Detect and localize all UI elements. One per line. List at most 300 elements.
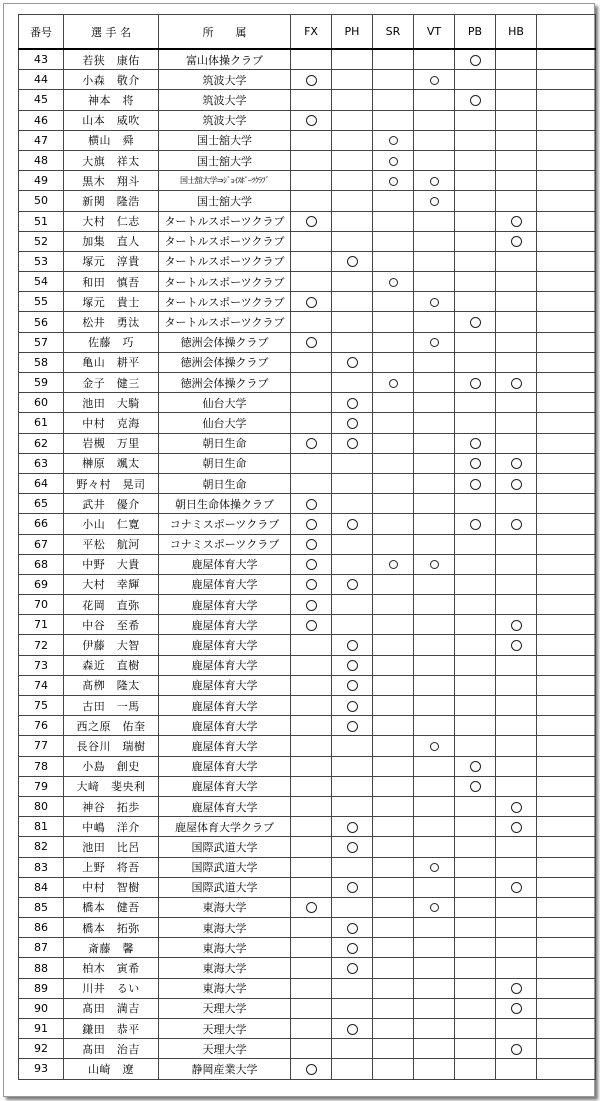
event-cell-fx xyxy=(291,635,332,655)
affiliation: 鹿屋体育大学 xyxy=(159,675,291,695)
extra-cell xyxy=(537,958,596,978)
extra-cell xyxy=(537,49,596,70)
event-cell-fx xyxy=(291,110,332,130)
extra-cell xyxy=(537,251,596,271)
event-cell-vt xyxy=(414,171,455,191)
event-cell-ph xyxy=(332,393,373,413)
event-cell-vt xyxy=(414,373,455,393)
table-row xyxy=(19,191,596,211)
event-cell-fx xyxy=(291,1039,332,1059)
athlete-name: 神谷 拓歩 xyxy=(64,796,159,816)
event-cell-fx xyxy=(291,877,332,897)
affiliation: 朝日生命 xyxy=(159,453,291,473)
event-cell-vt xyxy=(414,615,455,635)
affiliation: 国士舘大学 xyxy=(159,150,291,170)
event-cell-sr xyxy=(373,171,414,191)
event-cell-hb xyxy=(496,514,537,534)
affiliation: 鹿屋体育大学 xyxy=(159,635,291,655)
entry-number: 87 xyxy=(19,938,64,958)
event-cell-fx xyxy=(291,130,332,150)
entry-mark-circle-icon xyxy=(347,418,358,429)
event-cell-vt xyxy=(414,413,455,433)
entry-mark-circle-icon xyxy=(511,1044,522,1055)
entry-number: 64 xyxy=(19,473,64,493)
event-cell-vt xyxy=(414,272,455,292)
athlete-name: 髙田 治吉 xyxy=(64,1039,159,1059)
table-row xyxy=(19,292,596,312)
event-cell-vt xyxy=(414,494,455,514)
event-cell-hb xyxy=(496,574,537,594)
extra-cell xyxy=(537,211,596,231)
extra-cell xyxy=(537,1019,596,1039)
event-cell-sr xyxy=(373,776,414,796)
event-cell-ph xyxy=(332,655,373,675)
event-cell-pb xyxy=(455,211,496,231)
entry-mark-circle-icon xyxy=(430,742,439,751)
entry-number: 74 xyxy=(19,675,64,695)
event-cell-pb xyxy=(455,171,496,191)
event-cell-hb xyxy=(496,776,537,796)
extra-cell xyxy=(537,90,596,110)
header-name: 選 手 名 xyxy=(64,15,159,50)
athlete-name: 山崎 遼 xyxy=(64,1059,159,1079)
event-cell-fx xyxy=(291,857,332,877)
event-cell-sr xyxy=(373,70,414,90)
event-cell-fx xyxy=(291,150,332,170)
entry-mark-circle-icon xyxy=(306,1064,317,1075)
event-cell-ph xyxy=(332,857,373,877)
event-cell-ph xyxy=(332,1019,373,1039)
event-cell-sr xyxy=(373,857,414,877)
header-extra xyxy=(537,15,596,50)
extra-cell xyxy=(537,413,596,433)
event-cell-fx xyxy=(291,514,332,534)
affiliation: 鹿屋体育大学 xyxy=(159,756,291,776)
event-cell-pb xyxy=(455,494,496,514)
entry-mark-circle-icon xyxy=(347,256,358,267)
event-cell-hb xyxy=(496,675,537,695)
table-row xyxy=(19,857,596,877)
event-cell-hb xyxy=(496,1039,537,1059)
event-cell-pb xyxy=(455,473,496,493)
event-cell-pb xyxy=(455,413,496,433)
athlete-name: 野々村 晃司 xyxy=(64,473,159,493)
event-cell-vt xyxy=(414,978,455,998)
table-row xyxy=(19,696,596,716)
event-cell-fx xyxy=(291,352,332,372)
athlete-name: 大﨑 斐央利 xyxy=(64,776,159,796)
table-row xyxy=(19,554,596,574)
event-cell-ph xyxy=(332,110,373,130)
extra-cell xyxy=(537,595,596,615)
event-cell-vt xyxy=(414,211,455,231)
entry-mark-circle-icon xyxy=(389,278,398,287)
event-cell-vt xyxy=(414,837,455,857)
extra-cell xyxy=(537,938,596,958)
table-row xyxy=(19,574,596,594)
event-cell-vt xyxy=(414,655,455,675)
entry-number: 55 xyxy=(19,292,64,312)
entry-mark-circle-icon xyxy=(430,338,439,347)
entry-number: 86 xyxy=(19,918,64,938)
athlete-name: 大旗 祥太 xyxy=(64,150,159,170)
event-cell-pb xyxy=(455,756,496,776)
entry-number: 75 xyxy=(19,696,64,716)
entry-number: 51 xyxy=(19,211,64,231)
event-cell-ph xyxy=(332,998,373,1018)
event-cell-hb xyxy=(496,595,537,615)
entry-number: 60 xyxy=(19,393,64,413)
table-row xyxy=(19,352,596,372)
event-cell-fx xyxy=(291,615,332,635)
entry-number: 85 xyxy=(19,897,64,917)
athlete-name: 髙田 満吉 xyxy=(64,998,159,1018)
extra-cell xyxy=(537,514,596,534)
event-cell-sr xyxy=(373,938,414,958)
event-cell-pb xyxy=(455,918,496,938)
extra-cell xyxy=(537,776,596,796)
entry-mark-circle-icon xyxy=(470,781,481,792)
event-cell-fx xyxy=(291,958,332,978)
event-cell-fx xyxy=(291,756,332,776)
table-row xyxy=(19,171,596,191)
event-cell-ph xyxy=(332,595,373,615)
event-cell-vt xyxy=(414,918,455,938)
event-cell-hb xyxy=(496,332,537,352)
extra-cell xyxy=(537,756,596,776)
table-row xyxy=(19,615,596,635)
header-event-vt: VT xyxy=(414,15,455,50)
entry-mark-circle-icon xyxy=(306,115,317,126)
extra-cell xyxy=(537,473,596,493)
entry-mark-circle-icon xyxy=(389,177,398,186)
affiliation: タートルスポーツクラブ xyxy=(159,312,291,332)
extra-cell xyxy=(537,796,596,816)
event-cell-pb xyxy=(455,352,496,372)
extra-cell xyxy=(537,978,596,998)
event-cell-fx xyxy=(291,494,332,514)
event-cell-hb xyxy=(496,130,537,150)
affiliation: 徳洲会体操クラブ xyxy=(159,352,291,372)
event-cell-ph xyxy=(332,292,373,312)
event-cell-ph xyxy=(332,978,373,998)
entry-mark-circle-icon xyxy=(347,640,358,651)
entry-mark-circle-icon xyxy=(511,378,522,389)
event-cell-ph xyxy=(332,130,373,150)
entry-mark-circle-icon xyxy=(306,539,317,550)
athlete-name: 岩槻 万里 xyxy=(64,433,159,453)
entry-mark-circle-icon xyxy=(306,559,317,570)
entry-mark-circle-icon xyxy=(430,197,439,206)
athlete-name: 若狭 康佑 xyxy=(64,49,159,70)
entry-number: 46 xyxy=(19,110,64,130)
table-row xyxy=(19,1059,596,1079)
entry-mark-circle-icon xyxy=(430,863,439,872)
entry-number: 81 xyxy=(19,817,64,837)
event-cell-pb xyxy=(455,938,496,958)
extra-cell xyxy=(537,716,596,736)
event-cell-hb xyxy=(496,251,537,271)
entry-mark-circle-icon xyxy=(389,379,398,388)
event-cell-ph xyxy=(332,70,373,90)
event-cell-sr xyxy=(373,877,414,897)
event-cell-fx xyxy=(291,373,332,393)
event-cell-vt xyxy=(414,595,455,615)
event-cell-pb xyxy=(455,655,496,675)
event-cell-sr xyxy=(373,675,414,695)
event-cell-ph xyxy=(332,615,373,635)
entry-mark-circle-icon xyxy=(347,398,358,409)
event-cell-fx xyxy=(291,696,332,716)
event-cell-ph xyxy=(332,574,373,594)
athlete-name: 西之原 佑奎 xyxy=(64,716,159,736)
entry-mark-circle-icon xyxy=(306,579,317,590)
event-cell-vt xyxy=(414,796,455,816)
athlete-name: 佐藤 巧 xyxy=(64,332,159,352)
event-cell-hb xyxy=(496,393,537,413)
entry-number: 58 xyxy=(19,352,64,372)
extra-cell xyxy=(537,857,596,877)
athlete-name: 平松 航河 xyxy=(64,534,159,554)
event-cell-sr xyxy=(373,918,414,938)
extra-cell xyxy=(537,352,596,372)
extra-cell xyxy=(537,534,596,554)
entry-number: 48 xyxy=(19,150,64,170)
event-cell-hb xyxy=(496,272,537,292)
event-cell-fx xyxy=(291,817,332,837)
event-cell-fx xyxy=(291,332,332,352)
event-cell-sr xyxy=(373,554,414,574)
event-cell-hb xyxy=(496,70,537,90)
entry-mark-circle-icon xyxy=(347,701,358,712)
event-cell-ph xyxy=(332,494,373,514)
entry-number: 83 xyxy=(19,857,64,877)
extra-cell xyxy=(537,150,596,170)
entry-mark-circle-icon xyxy=(347,519,358,530)
event-cell-hb xyxy=(496,1059,537,1079)
header-event-pb: PB xyxy=(455,15,496,50)
entry-mark-circle-icon xyxy=(306,297,317,308)
table-row xyxy=(19,796,596,816)
affiliation: 鹿屋体育大学 xyxy=(159,595,291,615)
athlete-name: 髙栁 隆太 xyxy=(64,675,159,695)
entry-mark-circle-icon xyxy=(306,438,317,449)
event-cell-ph xyxy=(332,958,373,978)
entry-mark-circle-icon xyxy=(347,842,358,853)
event-cell-hb xyxy=(496,110,537,130)
entry-mark-circle-icon xyxy=(470,317,481,328)
event-cell-pb xyxy=(455,1039,496,1059)
extra-cell xyxy=(537,453,596,473)
table-row xyxy=(19,877,596,897)
entry-mark-circle-icon xyxy=(430,903,439,912)
event-cell-vt xyxy=(414,534,455,554)
entry-number: 72 xyxy=(19,635,64,655)
event-cell-hb xyxy=(496,231,537,251)
event-cell-pb xyxy=(455,998,496,1018)
event-cell-fx xyxy=(291,191,332,211)
entry-mark-circle-icon xyxy=(470,761,481,772)
entry-number: 93 xyxy=(19,1059,64,1079)
event-cell-sr xyxy=(373,453,414,473)
table-row xyxy=(19,958,596,978)
event-cell-ph xyxy=(332,1059,373,1079)
athlete-name: 塚元 貴士 xyxy=(64,292,159,312)
event-cell-ph xyxy=(332,332,373,352)
event-cell-ph xyxy=(332,191,373,211)
event-cell-pb xyxy=(455,857,496,877)
table-row xyxy=(19,413,596,433)
affiliation: 東海大学 xyxy=(159,938,291,958)
entry-mark-circle-icon xyxy=(511,519,522,530)
table-row xyxy=(19,272,596,292)
affiliation: 天理大学 xyxy=(159,998,291,1018)
event-cell-fx xyxy=(291,736,332,756)
entry-number: 43 xyxy=(19,49,64,70)
event-cell-sr xyxy=(373,534,414,554)
event-cell-pb xyxy=(455,554,496,574)
event-cell-ph xyxy=(332,49,373,70)
event-cell-pb xyxy=(455,776,496,796)
athlete-name: 古田 一馬 xyxy=(64,696,159,716)
event-cell-fx xyxy=(291,292,332,312)
event-cell-sr xyxy=(373,211,414,231)
table-row xyxy=(19,433,596,453)
event-cell-vt xyxy=(414,958,455,978)
athlete-name: 塚元 淳貴 xyxy=(64,251,159,271)
extra-cell xyxy=(537,191,596,211)
event-cell-pb xyxy=(455,373,496,393)
athlete-name: 中村 智樹 xyxy=(64,877,159,897)
extra-cell xyxy=(537,574,596,594)
event-cell-ph xyxy=(332,251,373,271)
table-row xyxy=(19,110,596,130)
entry-number: 73 xyxy=(19,655,64,675)
event-cell-ph xyxy=(332,554,373,574)
entry-number: 82 xyxy=(19,837,64,857)
entry-number: 66 xyxy=(19,514,64,534)
event-cell-vt xyxy=(414,251,455,271)
entry-mark-circle-icon xyxy=(430,298,439,307)
event-cell-hb xyxy=(496,373,537,393)
event-cell-vt xyxy=(414,675,455,695)
event-cell-fx xyxy=(291,554,332,574)
event-cell-vt xyxy=(414,352,455,372)
event-cell-sr xyxy=(373,251,414,271)
entry-mark-circle-icon xyxy=(430,76,439,85)
entry-mark-circle-icon xyxy=(511,458,522,469)
event-cell-fx xyxy=(291,675,332,695)
event-cell-fx xyxy=(291,1059,332,1079)
table-row xyxy=(19,473,596,493)
event-cell-sr xyxy=(373,272,414,292)
event-cell-pb xyxy=(455,615,496,635)
extra-cell xyxy=(537,918,596,938)
entry-mark-circle-icon xyxy=(389,560,398,569)
entry-number: 88 xyxy=(19,958,64,978)
affiliation: 国際武道大学 xyxy=(159,857,291,877)
affiliation: 朝日生命体操クラブ xyxy=(159,494,291,514)
athlete-name: 加集 直人 xyxy=(64,231,159,251)
event-cell-sr xyxy=(373,150,414,170)
event-cell-hb xyxy=(496,938,537,958)
extra-cell xyxy=(537,70,596,90)
entry-mark-circle-icon xyxy=(511,1003,522,1014)
entry-mark-circle-icon xyxy=(347,357,358,368)
event-cell-pb xyxy=(455,978,496,998)
event-cell-ph xyxy=(332,877,373,897)
event-cell-ph xyxy=(332,675,373,695)
event-cell-sr xyxy=(373,716,414,736)
event-cell-vt xyxy=(414,756,455,776)
athlete-name: 大村 幸輝 xyxy=(64,574,159,594)
event-cell-fx xyxy=(291,473,332,493)
affiliation: 富山体操クラブ xyxy=(159,49,291,70)
athlete-name: 武井 優介 xyxy=(64,494,159,514)
event-cell-sr xyxy=(373,978,414,998)
affiliation: 朝日生命 xyxy=(159,473,291,493)
entry-mark-circle-icon xyxy=(347,923,358,934)
event-cell-vt xyxy=(414,473,455,493)
affiliation: 徳洲会体操クラブ xyxy=(159,332,291,352)
affiliation: 国士舘大学⇒ｼﾞｮｲｽﾎﾟｰﾂｸﾗﾌﾞ xyxy=(159,171,291,191)
entry-mark-circle-icon xyxy=(306,519,317,530)
event-cell-ph xyxy=(332,776,373,796)
extra-cell xyxy=(537,998,596,1018)
entry-number: 44 xyxy=(19,70,64,90)
event-cell-pb xyxy=(455,958,496,978)
event-cell-hb xyxy=(496,49,537,70)
affiliation: 鹿屋体育大学 xyxy=(159,554,291,574)
document-sheet xyxy=(3,3,595,1097)
event-cell-ph xyxy=(332,352,373,372)
event-cell-ph xyxy=(332,312,373,332)
event-cell-pb xyxy=(455,534,496,554)
event-cell-vt xyxy=(414,736,455,756)
entry-mark-circle-icon xyxy=(511,479,522,490)
entry-number: 70 xyxy=(19,595,64,615)
affiliation: タートルスポーツクラブ xyxy=(159,292,291,312)
entry-mark-circle-icon xyxy=(347,1024,358,1035)
entry-number: 49 xyxy=(19,171,64,191)
event-cell-vt xyxy=(414,312,455,332)
event-cell-pb xyxy=(455,312,496,332)
event-cell-vt xyxy=(414,453,455,473)
entry-mark-circle-icon xyxy=(347,660,358,671)
extra-cell xyxy=(537,292,596,312)
event-cell-fx xyxy=(291,998,332,1018)
affiliation: コナミスポーツクラブ xyxy=(159,514,291,534)
event-cell-ph xyxy=(332,534,373,554)
event-cell-ph xyxy=(332,171,373,191)
event-cell-ph xyxy=(332,211,373,231)
event-cell-fx xyxy=(291,655,332,675)
event-cell-sr xyxy=(373,615,414,635)
entry-mark-circle-icon xyxy=(470,55,481,66)
event-cell-vt xyxy=(414,90,455,110)
event-cell-hb xyxy=(496,413,537,433)
table-row xyxy=(19,251,596,271)
entry-mark-circle-icon xyxy=(511,802,522,813)
event-cell-vt xyxy=(414,716,455,736)
event-cell-fx xyxy=(291,897,332,917)
extra-cell xyxy=(537,373,596,393)
event-cell-vt xyxy=(414,574,455,594)
table-row xyxy=(19,312,596,332)
affiliation: 仙台大学 xyxy=(159,413,291,433)
event-cell-fx xyxy=(291,171,332,191)
table-row xyxy=(19,897,596,917)
